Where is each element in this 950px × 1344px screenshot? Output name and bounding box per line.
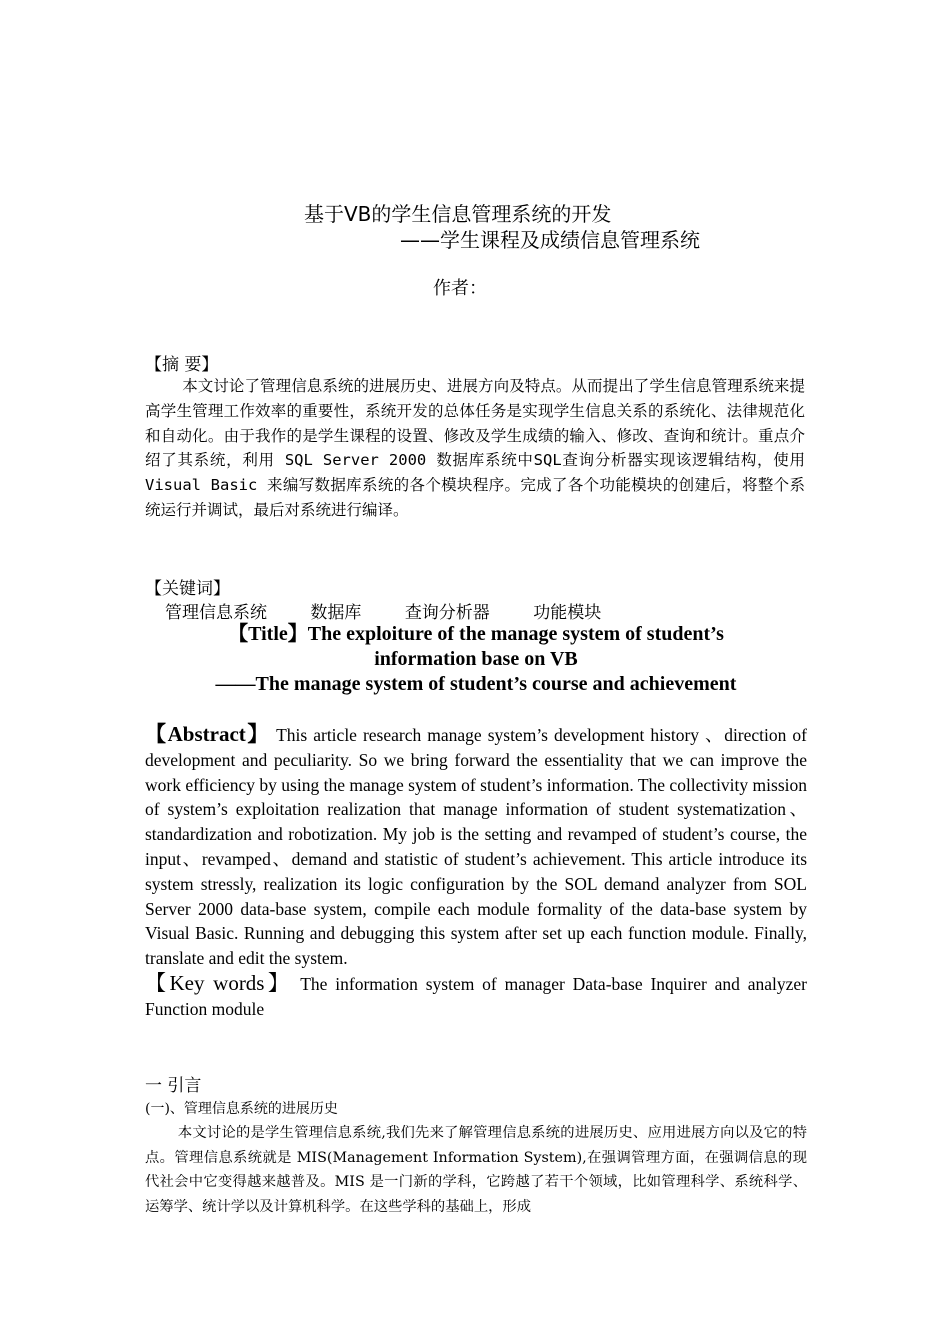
intro-body [145, 1121, 807, 1219]
paper-subtitle: ——学生课程及成绩信息管理系统 [400, 228, 700, 252]
keywords-en-text: The information system of manager Data-base Inquirer and analyzer Function module [145, 973, 807, 1019]
abstract-cn-text: 本文讨论了管理信息系统的进展历史、进展方向及特点。从而提出了学生信息管理系统来提高学生管理工作效率的重要性，系统开发的总体任务是实现学生信息关系的系统化、法律规范化和自动化。由于我作的是学生课程的设置、修改及学生成绩的输入、修改、查询和统计。重点介绍了其系统，利用 SQL Server 2000 数据库系统中SQL查询分析器实现该逻辑结构，使用 Visual Basic 来编写数据库系统的各个模块程序。完成了各个功能模块的创建后，将整个系统运行并调试，最后对系统进行编译。 [145, 377, 805, 519]
abstract-en-body [145, 722, 807, 1022]
abstract-en-text: This article research manage system’s development history 、direction of development and peculiarity. So we bring forward the essentiality that we can improve the work efficiency by using the manage system of student’s information. The collectivity mission of system’s exploitation realization that manage information of student systematization、standardization and robotization. My job is the setting and revamped of student’s course, the input、revamped、demand and statistic of student’s achievement. This article introduce its system stressly, realization its logic configuration by the SOL demand analyzer from SOL Server 2000 data-base system, compile each module formality of the data-base system by Visual Basic. Running and debugging this system after set up each function module. Finally, translate and edit the system. [145, 725, 807, 969]
intro-subheading: (一)、管理信息系统的进展历史 [145, 1101, 338, 1117]
english-title-line: information base on VB [374, 648, 578, 670]
abstract-cn-body [145, 374, 805, 523]
english-title-line: 【Title】The exploiture of the manage system of student’s [228, 623, 724, 645]
intro-text: 本文讨论的是学生管理信息系统,我们先来了解管理信息系统的进展历史、应用进展方向以及它的特点。管理信息系统就是 MIS(Management Information System),在强调管理方面，在强调信息的现代社会中它变得越来越普及。MIS 是一门新的学科，它跨越了若干个领域，比如管理科学、系统科学、运筹学、统计学以及计算机科学。在这些学科的基础上，形成 [145, 1125, 807, 1215]
keyword-cn-item: 数据库 [310, 603, 362, 623]
abstract-en-label: 【Abstract】 [145, 722, 271, 746]
abstract-en-paragraph [145, 722, 807, 971]
paper-title: 基于VB的学生信息管理系统的开发 [304, 202, 612, 226]
intro-heading: 一 引言 [145, 1076, 202, 1096]
english-title-line: ——The manage system of student’s course and achievement [215, 673, 737, 695]
keyword-cn-item: 查询分析器 [404, 603, 490, 623]
keywords-en-label: 【Key words】 [145, 970, 293, 995]
english-title [145, 622, 807, 697]
keywords-cn-heading: 【关键词】 [145, 579, 230, 599]
keywords-en-paragraph [145, 971, 807, 1022]
keyword-cn-item: 管理信息系统 [165, 603, 267, 623]
author-line: 作者： [433, 278, 487, 299]
abstract-cn-heading: 【摘 要】 [145, 355, 219, 375]
keywords-cn-list [165, 598, 639, 623]
keyword-cn-item: 功能模块 [533, 603, 602, 623]
